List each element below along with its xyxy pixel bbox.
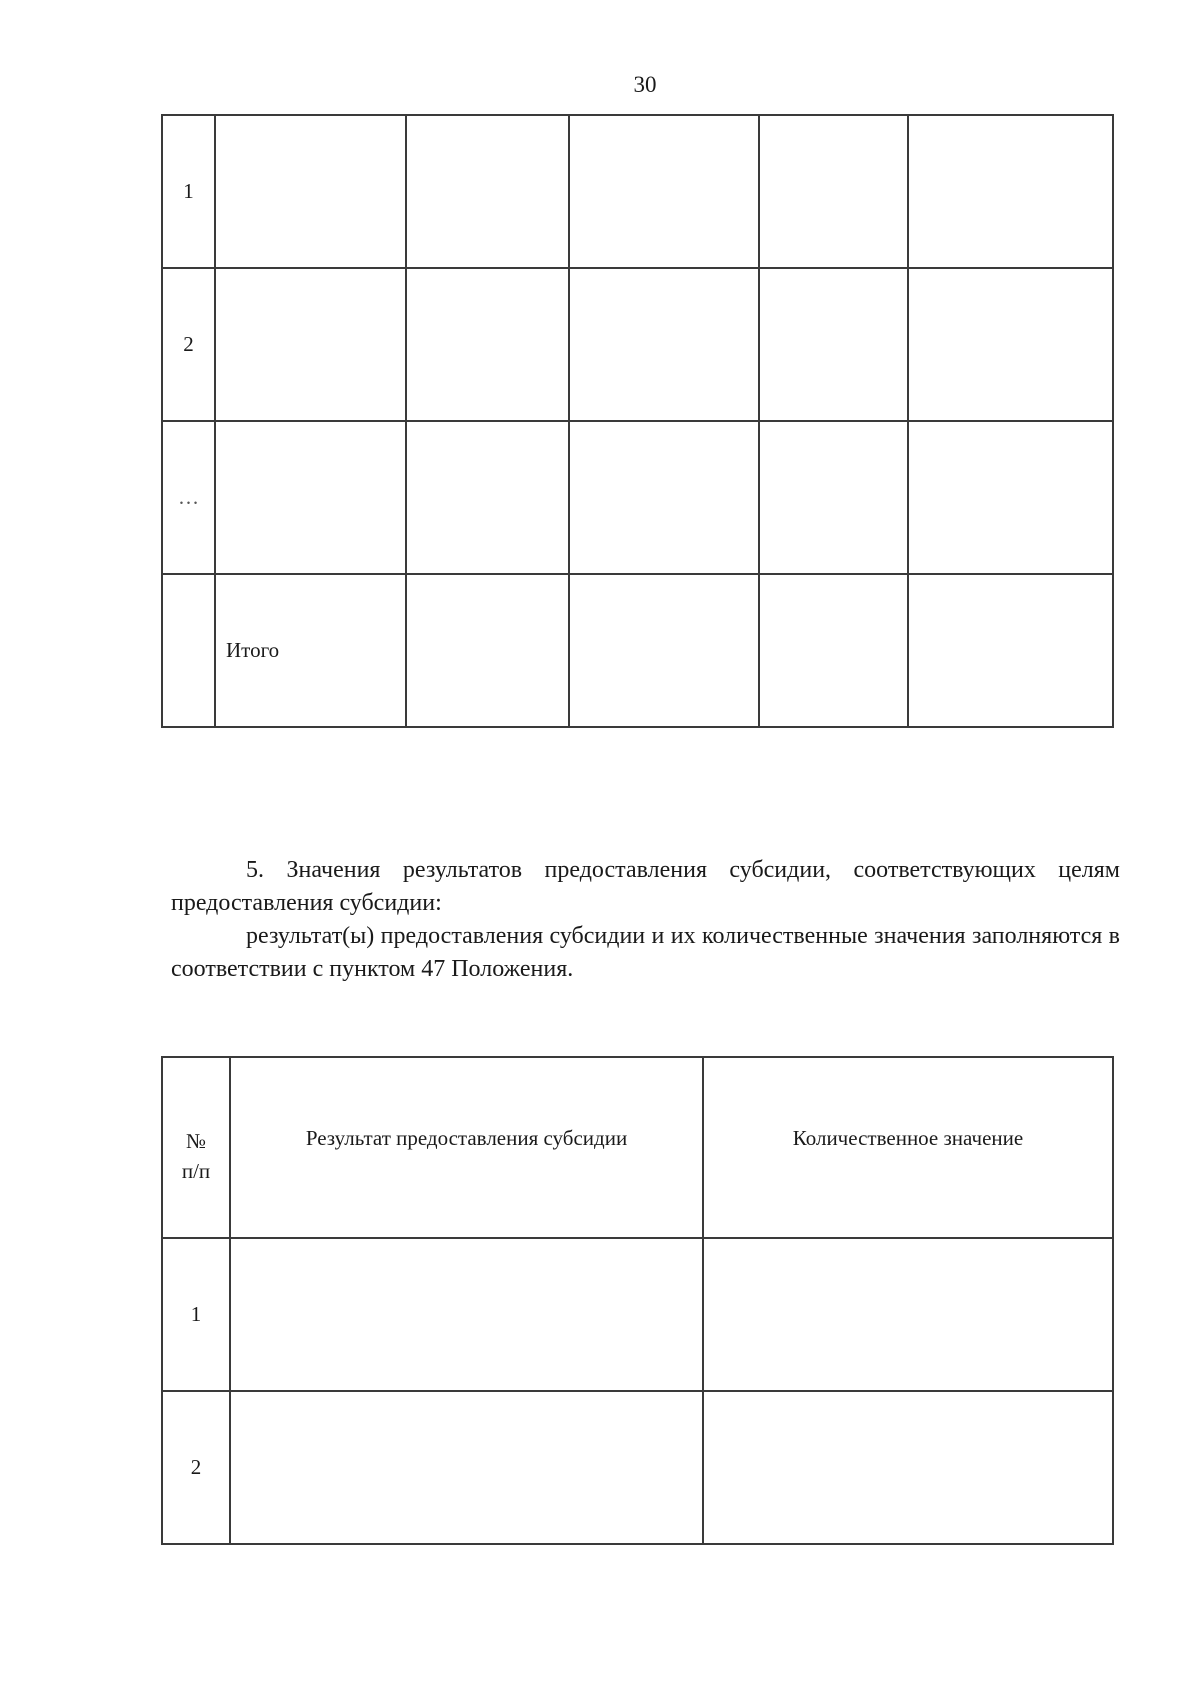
subsidy-results-table: [161, 1056, 1114, 1545]
row-number: 2: [162, 1391, 230, 1544]
table-cell: [215, 421, 406, 574]
row-number: 2: [162, 268, 215, 421]
total-label: Итого: [215, 574, 406, 727]
header-number-symbol: №: [185, 1129, 207, 1153]
table-cell: [908, 574, 1113, 727]
table-cell: [230, 1391, 703, 1544]
header-number-abbr: п/п: [181, 1159, 211, 1183]
header-value: Количественное значение: [703, 1057, 1113, 1238]
table-cell: [230, 1238, 703, 1391]
table-cell: [908, 268, 1113, 421]
table-row: [162, 421, 1113, 574]
header-number: [162, 1057, 230, 1238]
table-cell: [759, 574, 908, 727]
table-cell: [759, 268, 908, 421]
row-number: …: [162, 421, 215, 574]
table-cell: [406, 574, 569, 727]
table-cell: [406, 421, 569, 574]
table-cell: [703, 1238, 1113, 1391]
page-number: 30: [633, 72, 657, 97]
table-cell: [703, 1391, 1113, 1544]
table-cell: [908, 421, 1113, 574]
table-row: [162, 115, 1113, 268]
table-cell: [569, 574, 759, 727]
table-header-row: [162, 1057, 1113, 1238]
table-row: [162, 1391, 1113, 1544]
results-table-continued: [161, 114, 1114, 728]
row-number: [162, 574, 215, 727]
table-cell: [908, 115, 1113, 268]
row-number: 1: [162, 1238, 230, 1391]
table-cell: [569, 421, 759, 574]
section-5-text: результат(ы) предоставления субсидии и их количественные значения заполняются в соответствии с пунктом 47 Положения.: [171, 923, 1120, 982]
table-row: [162, 268, 1113, 421]
section-5-heading: 5. Значения результатов предоставления субсидии, соответствующих целям предоставления субсидии:: [171, 857, 1120, 916]
table-row-total: [162, 574, 1113, 727]
table-cell: [759, 421, 908, 574]
table-cell: [569, 115, 759, 268]
table-cell: [215, 268, 406, 421]
table-cell: [406, 115, 569, 268]
table-cell: [215, 115, 406, 268]
table-row: [162, 1238, 1113, 1391]
table-cell: [569, 268, 759, 421]
table-cell: [759, 115, 908, 268]
table-cell: [406, 268, 569, 421]
row-number: 1: [162, 115, 215, 268]
header-result: Результат предоставления субсидии: [230, 1057, 703, 1238]
